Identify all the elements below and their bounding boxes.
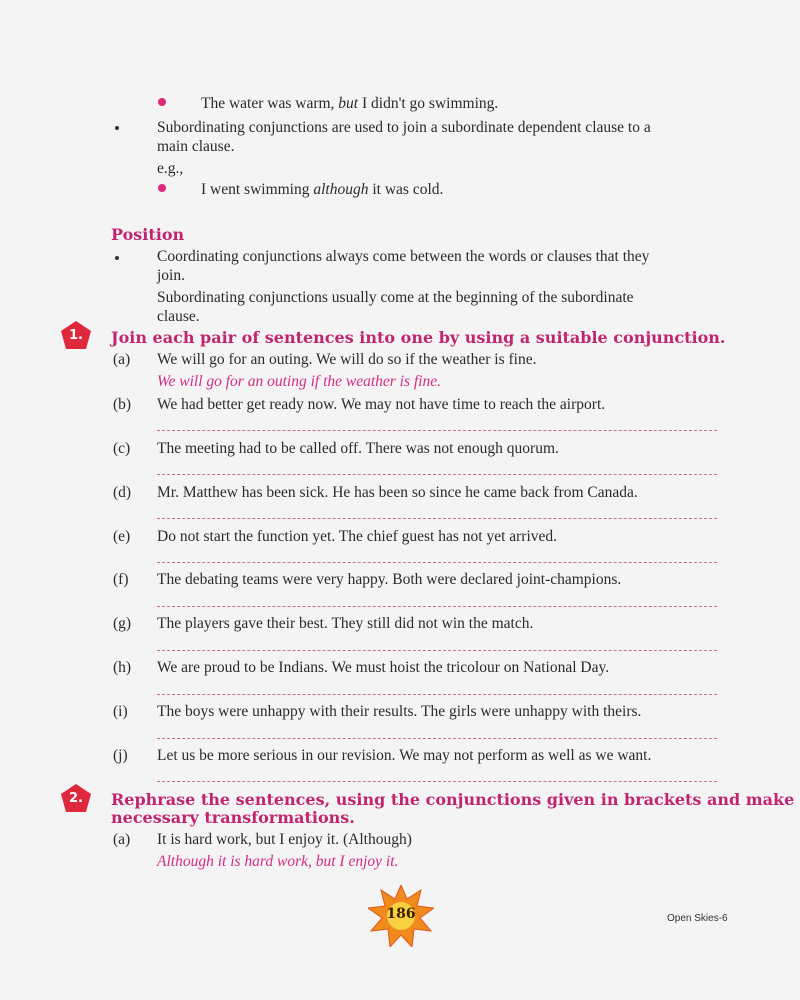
item-sentence: Let us be more serious in our revision. We may not perform as well as we want. <box>157 747 652 764</box>
answer-line[interactable] <box>157 738 717 739</box>
answer-line[interactable] <box>157 430 717 431</box>
answer-line[interactable] <box>157 606 717 607</box>
answer-line[interactable] <box>157 562 717 563</box>
answer-line[interactable] <box>157 518 717 519</box>
coordinating-position-line1: Coordinating conjunctions always come between the words or clauses that they <box>157 248 650 265</box>
item-sentence: It is hard work, but I enjoy it. (Although) <box>157 831 412 848</box>
exercise-number-badge <box>60 783 94 815</box>
exercise-number-badge <box>60 320 94 352</box>
answer-line[interactable] <box>157 781 717 782</box>
item-label: (d) <box>113 484 132 501</box>
subordinating-position-line1: Subordinating conjunctions usually come at the beginning of the subordinate <box>157 289 634 306</box>
subordinating-position-line2: clause. <box>157 308 200 325</box>
item-sentence: We will go for an outing. We will do so if the weather is fine. <box>157 351 537 368</box>
answer-line[interactable] <box>157 474 717 475</box>
coordinating-position-line2: join. <box>157 267 185 284</box>
item-answer: We will go for an outing if the weather is fine. <box>157 373 442 390</box>
example-text: The water was warm, <box>201 95 339 112</box>
answer-line[interactable] <box>157 694 717 695</box>
item-label: (i) <box>113 703 128 720</box>
item-sentence: Do not start the function yet. The chief guest has not yet arrived. <box>157 528 558 545</box>
pink-bullet-icon <box>158 98 166 106</box>
item-sentence: Mr. Matthew has been sick. He has been so since he came back from Canada. <box>157 484 638 501</box>
item-answer: Although it is hard work, but I enjoy it. <box>157 853 399 870</box>
item-label: (c) <box>113 440 131 457</box>
item-label: (b) <box>113 396 132 413</box>
exercise-number: 2. <box>69 791 83 806</box>
item-sentence: We had better get ready now. We may not have time to reach the airport. <box>157 396 606 413</box>
subordinating-example <box>201 180 443 199</box>
item-label: (f) <box>113 571 129 588</box>
position-heading: Position <box>111 225 185 244</box>
exercise1-heading: Join each pair of sentences into one by using a suitable conjunction. <box>111 328 726 347</box>
item-label: (a) <box>113 831 131 848</box>
pink-bullet-icon <box>158 184 166 192</box>
item-sentence: The debating teams were very happy. Both were declared joint-champions. <box>157 571 622 588</box>
subordinating-definition-line2: main clause. <box>157 138 235 155</box>
example-text: it was cold. <box>368 181 444 198</box>
exercise2-heading-line1: Rephrase the sentences, using the conjunctions given in brackets and make <box>111 790 795 809</box>
item-sentence: The players gave their best. They still did not win the match. <box>157 615 534 632</box>
answer-line[interactable] <box>157 650 717 651</box>
page-number: 186 <box>386 906 416 922</box>
example-conjunction: but <box>338 95 359 112</box>
example-conjunction: although <box>313 181 369 198</box>
exercise-number: 1. <box>69 328 83 343</box>
item-label: (a) <box>113 351 131 368</box>
item-sentence: The meeting had to be called off. There was not enough quorum. <box>157 440 559 457</box>
item-label: (h) <box>113 659 132 676</box>
book-title: Open Skies-6 <box>667 913 728 924</box>
bullet-icon <box>115 256 119 260</box>
item-label: (g) <box>113 615 132 632</box>
exercise2-heading-line2: necessary transformations. <box>111 808 355 827</box>
page-number-star <box>368 885 434 947</box>
item-label: (e) <box>113 528 131 545</box>
eg-label: e.g., <box>157 160 184 177</box>
item-sentence: The boys were unhappy with their results. The girls were unhappy with theirs. <box>157 703 642 720</box>
item-label: (j) <box>113 747 128 764</box>
subordinating-definition-line1: Subordinating conjunctions are used to join a subordinate dependent clause to a <box>157 119 651 136</box>
coordinating-example <box>201 94 498 113</box>
example-text: I went swimming <box>201 181 314 198</box>
example-text: I didn't go swimming. <box>358 95 499 112</box>
item-sentence: We are proud to be Indians. We must hoist the tricolour on National Day. <box>157 659 610 676</box>
bullet-icon <box>115 126 119 130</box>
